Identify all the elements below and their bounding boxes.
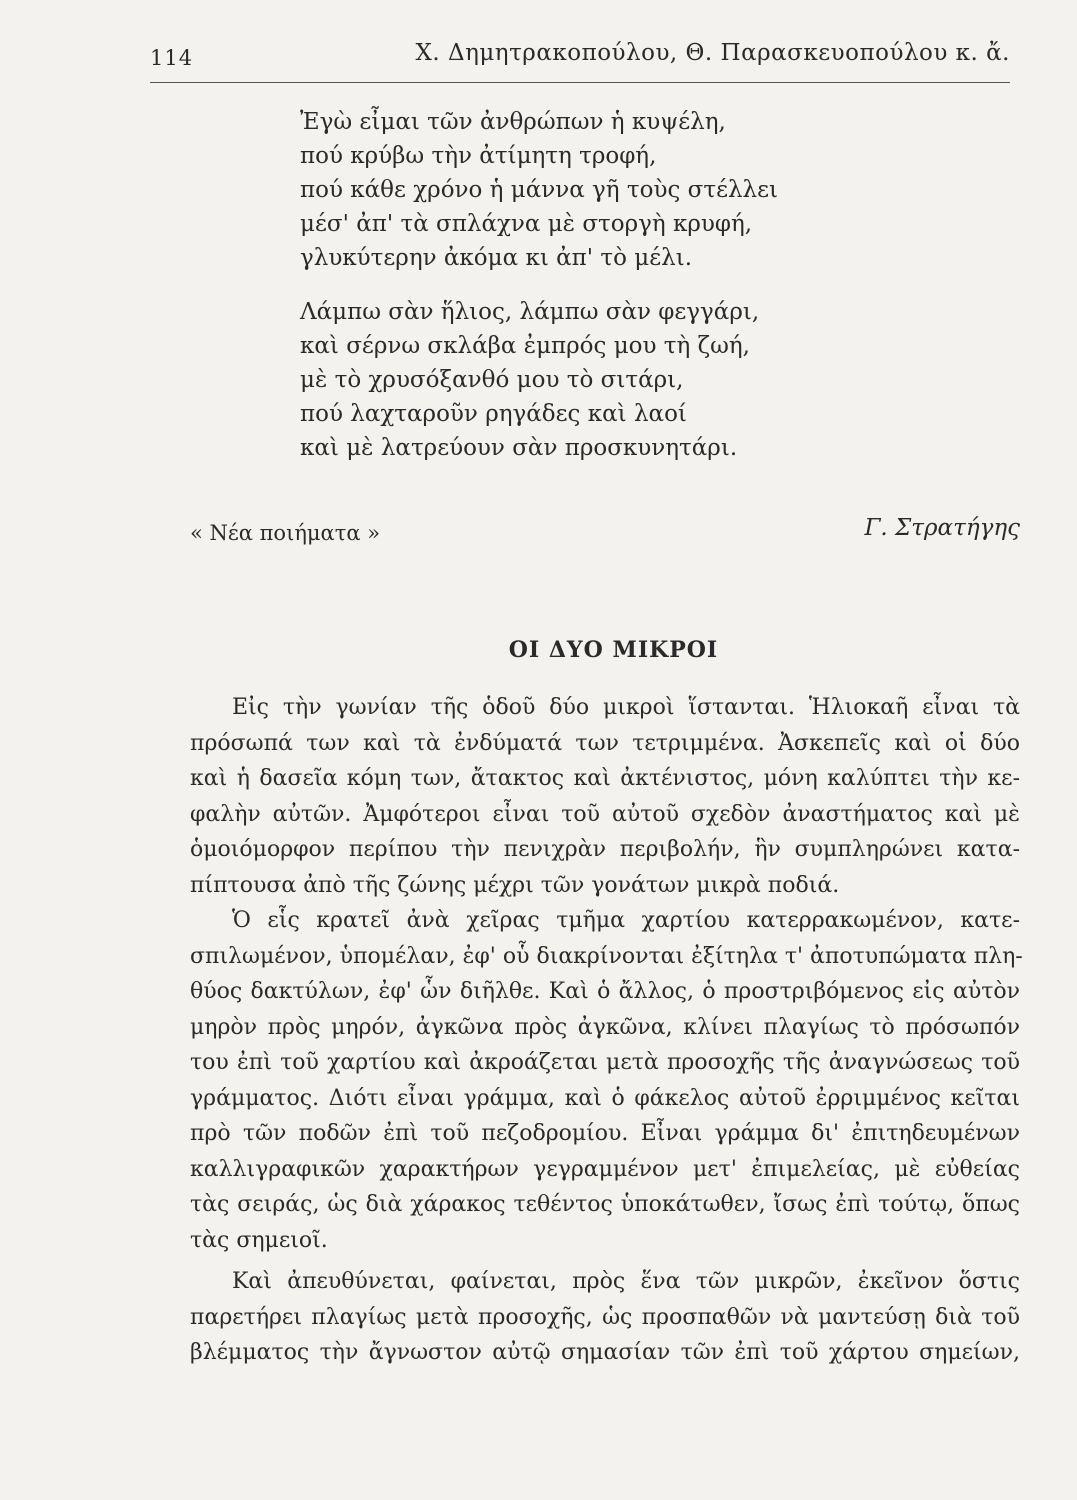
poem-attribution xyxy=(190,515,1020,551)
poem-line: Λάμπω σὰν ἥλιος, λάμπω σὰν φεγγάρι, xyxy=(300,299,760,325)
prose-line: πρὸ τῶν ποδῶν ἐπὶ τοῦ πεζοδρομίου. Εἶναι γράμμα δι' ἐπιτηδευμένων xyxy=(190,1121,1020,1146)
prose-line: σπιλωμένον, ὑπομέλαν, ἐφ' οὗ διακρίνονται ἐξίτηλα τ' ἀποτυπώματα πλη- xyxy=(190,943,1023,969)
prose-line: γράμματος. Διότι εἶναι γράμμα, καὶ ὁ φάκελος αὐτοῦ ἐρριμμένος κεῖται xyxy=(190,1085,1020,1111)
poem-line: πού κρύβω τὴν ἀτίμητη τροφή, xyxy=(300,143,657,169)
prose-line: φαλὴν αὐτῶν. Ἀμφότεροι εἶναι τοῦ αὐτοῦ σχεδὸν ἀναστήματος καὶ μὲ xyxy=(190,801,1020,827)
poem-stanza-2 xyxy=(300,295,1020,465)
poem-line: γλυκύτερην ἀκόμα κι ἀπ' τὸ μέλι. xyxy=(300,245,693,271)
poem-line: πού κάθε χρόνο ἡ μάννα γῆ τοὺς στέλλει xyxy=(300,177,779,203)
prose-line: τὰς σειράς, ὡς διὰ χάρακος τεθέντος ὑποκάτωθεν, ἴσως ἐπὶ τούτῳ, ὅπως xyxy=(190,1192,1020,1217)
poem-line: καὶ μὲ λατρεύουν σὰν προσκυνητάρι. xyxy=(300,435,738,461)
prose-line: πρόσωπά των καὶ τὰ ἐνδύματά των τετριμμένα. Ἀσκεπεῖς καὶ οἱ δύο xyxy=(190,730,1020,756)
poem-line: Ἐγὼ εἶμαι τῶν ἀνθρώπων ἡ κυψέλη, xyxy=(300,109,726,135)
article-title: ΟΙ ΔΥΟ ΜΙΚΡΟΙ xyxy=(508,637,719,663)
article-body xyxy=(190,690,1023,1371)
prose-line: θύος δακτύλων, ἐφ' ὧν διῆλθε. Καὶ ὁ ἄλλος, ὁ προστριβόμενος εἰς αὐτὸν xyxy=(190,979,1020,1004)
prose-line: παρετήρει πλαγίως μετὰ προσοχῆς, ὡς προσπαθῶν νὰ μαντεύσῃ διὰ τοῦ xyxy=(190,1304,1020,1330)
poem-line: μέσ' ἀπ' τὰ σπλάχνα μὲ στοργὴ κρυφή, xyxy=(300,211,753,237)
prose-line: μηρὸν πρὸς μηρόν, ἀγκῶνα πρὸς ἀγκῶνα, κλίνει πλαγίως τὸ πρόσωπόν xyxy=(190,1014,1020,1040)
page-number: 114 xyxy=(150,46,194,70)
prose-line: του ἐπὶ τοῦ χαρτίου καὶ ἀκροάζεται μετὰ προσοχῆς τῆς ἀναγνώσεως τοῦ xyxy=(190,1050,1020,1075)
prose-line: Εἰς τὴν γωνίαν τῆς ὁδοῦ δύο μικροὶ ἵστανται. Ἡλιοκαῆ εἶναι τὰ xyxy=(232,695,1020,720)
page-header xyxy=(150,40,1010,80)
prose-line: βλέμματος τὴν ἄγνωστον αὐτῷ σημασίαν τῶν ἐπὶ τοῦ χάρτου σημείων, xyxy=(190,1340,1020,1365)
poem-source: « Νέα ποιήματα » xyxy=(190,521,381,545)
running-head: Χ. Δημητρακοπούλου, Θ. Παρασκευοπούλου κ. ἄ. xyxy=(415,40,1010,66)
prose-line: Καὶ ἀπευθύνεται, φαίνεται, πρὸς ἕνα τῶν μικρῶν, ἐκεῖνον ὅστις xyxy=(232,1269,1020,1294)
poem xyxy=(300,105,1020,485)
poem-line: πού λαχταροῦν ρηγάδες καὶ λαοί xyxy=(300,401,687,427)
prose-line: πίπτουσα ἀπὸ τῆς ζώνης μέχρι τῶν γονάτων μικρὰ ποδιά. xyxy=(190,872,840,898)
poem-line: καὶ σέρνω σκλάβα ἐμπρός μου τὴ ζωή, xyxy=(300,333,750,359)
paragraph-2 xyxy=(190,903,1023,1258)
poem-author: Γ. Στρατήγης xyxy=(864,515,1020,541)
prose-line: καλλιγραφικῶν χαρακτήρων γεγραμμένον μετ' ἐπιμελείας, μὲ εὐθείας xyxy=(190,1156,1020,1182)
prose-line: ὁμοιόμορφον περίπου τὴν πενιχρὰν περιβολήν, ἣν συμπληρώνει κατα- xyxy=(190,837,1020,862)
poem-line: μὲ τὸ χρυσόξανθό μου τὸ σιτάρι, xyxy=(300,367,684,393)
poem-stanza-1 xyxy=(300,105,1020,275)
prose-line: Ὁ εἷς κρατεῖ ἀνὰ χεῖρας τμῆμα χαρτίου κατερρακωμένον, κατε- xyxy=(232,908,1020,933)
paragraph-3 xyxy=(190,1264,1020,1371)
prose-line: τὰς σημειοῖ. xyxy=(190,1227,328,1253)
paragraph-1 xyxy=(190,690,1020,903)
prose-line: καὶ ἡ δασεῖα κόμη των, ἄτακτος καὶ ἀκτένιστος, μόνη καλύπτει τὴν κε- xyxy=(190,766,1020,791)
header-rule xyxy=(150,82,1010,83)
